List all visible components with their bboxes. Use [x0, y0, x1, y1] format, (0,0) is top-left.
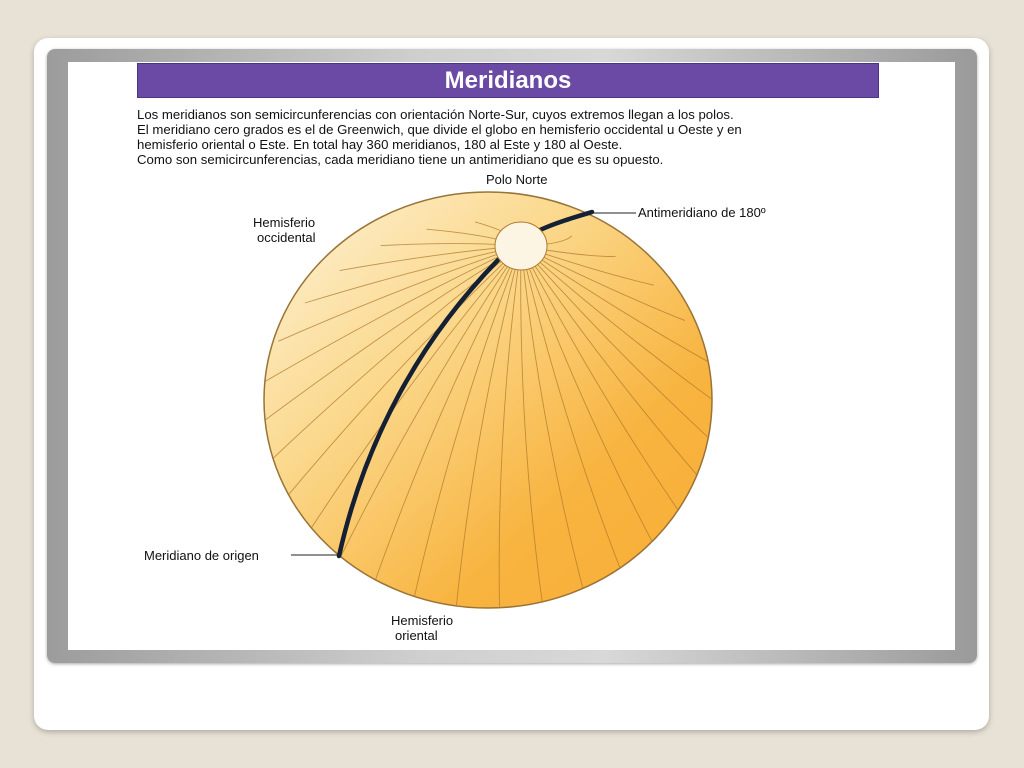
label-eastern-hemisphere-1: Hemisferio [391, 613, 454, 628]
label-western-hemisphere-1: Hemisferio [253, 215, 316, 230]
description-line: hemisferio oriental o Este. En total hay 360 meridianos, 180 al Este y 180 al Oeste. [137, 137, 623, 152]
description-line: El meridiano cero grados es el de Greenwich, que divide el globo en hemisferio occidental u Oeste y en [137, 122, 742, 137]
label-north-pole: Polo Norte [486, 172, 548, 187]
page-title: Meridianos [444, 66, 572, 94]
north-pole-cap [495, 222, 547, 270]
description-line: Como son semicircunferencias, cada meridiano tiene un antimeridiano que es su opuesto. [137, 152, 664, 167]
label-antimeridian: Antimeridiano de 180º [638, 205, 766, 220]
label-prime-meridian: Meridiano de origen [144, 548, 259, 563]
label-western-hemisphere-2: occidental [257, 230, 316, 245]
description-line: Los meridianos son semicircunferencias con orientación Norte-Sur, cuyos extremos llegan a los polos. [137, 107, 734, 122]
label-eastern-hemisphere-2: oriental [395, 628, 438, 643]
globe-body [264, 192, 712, 608]
